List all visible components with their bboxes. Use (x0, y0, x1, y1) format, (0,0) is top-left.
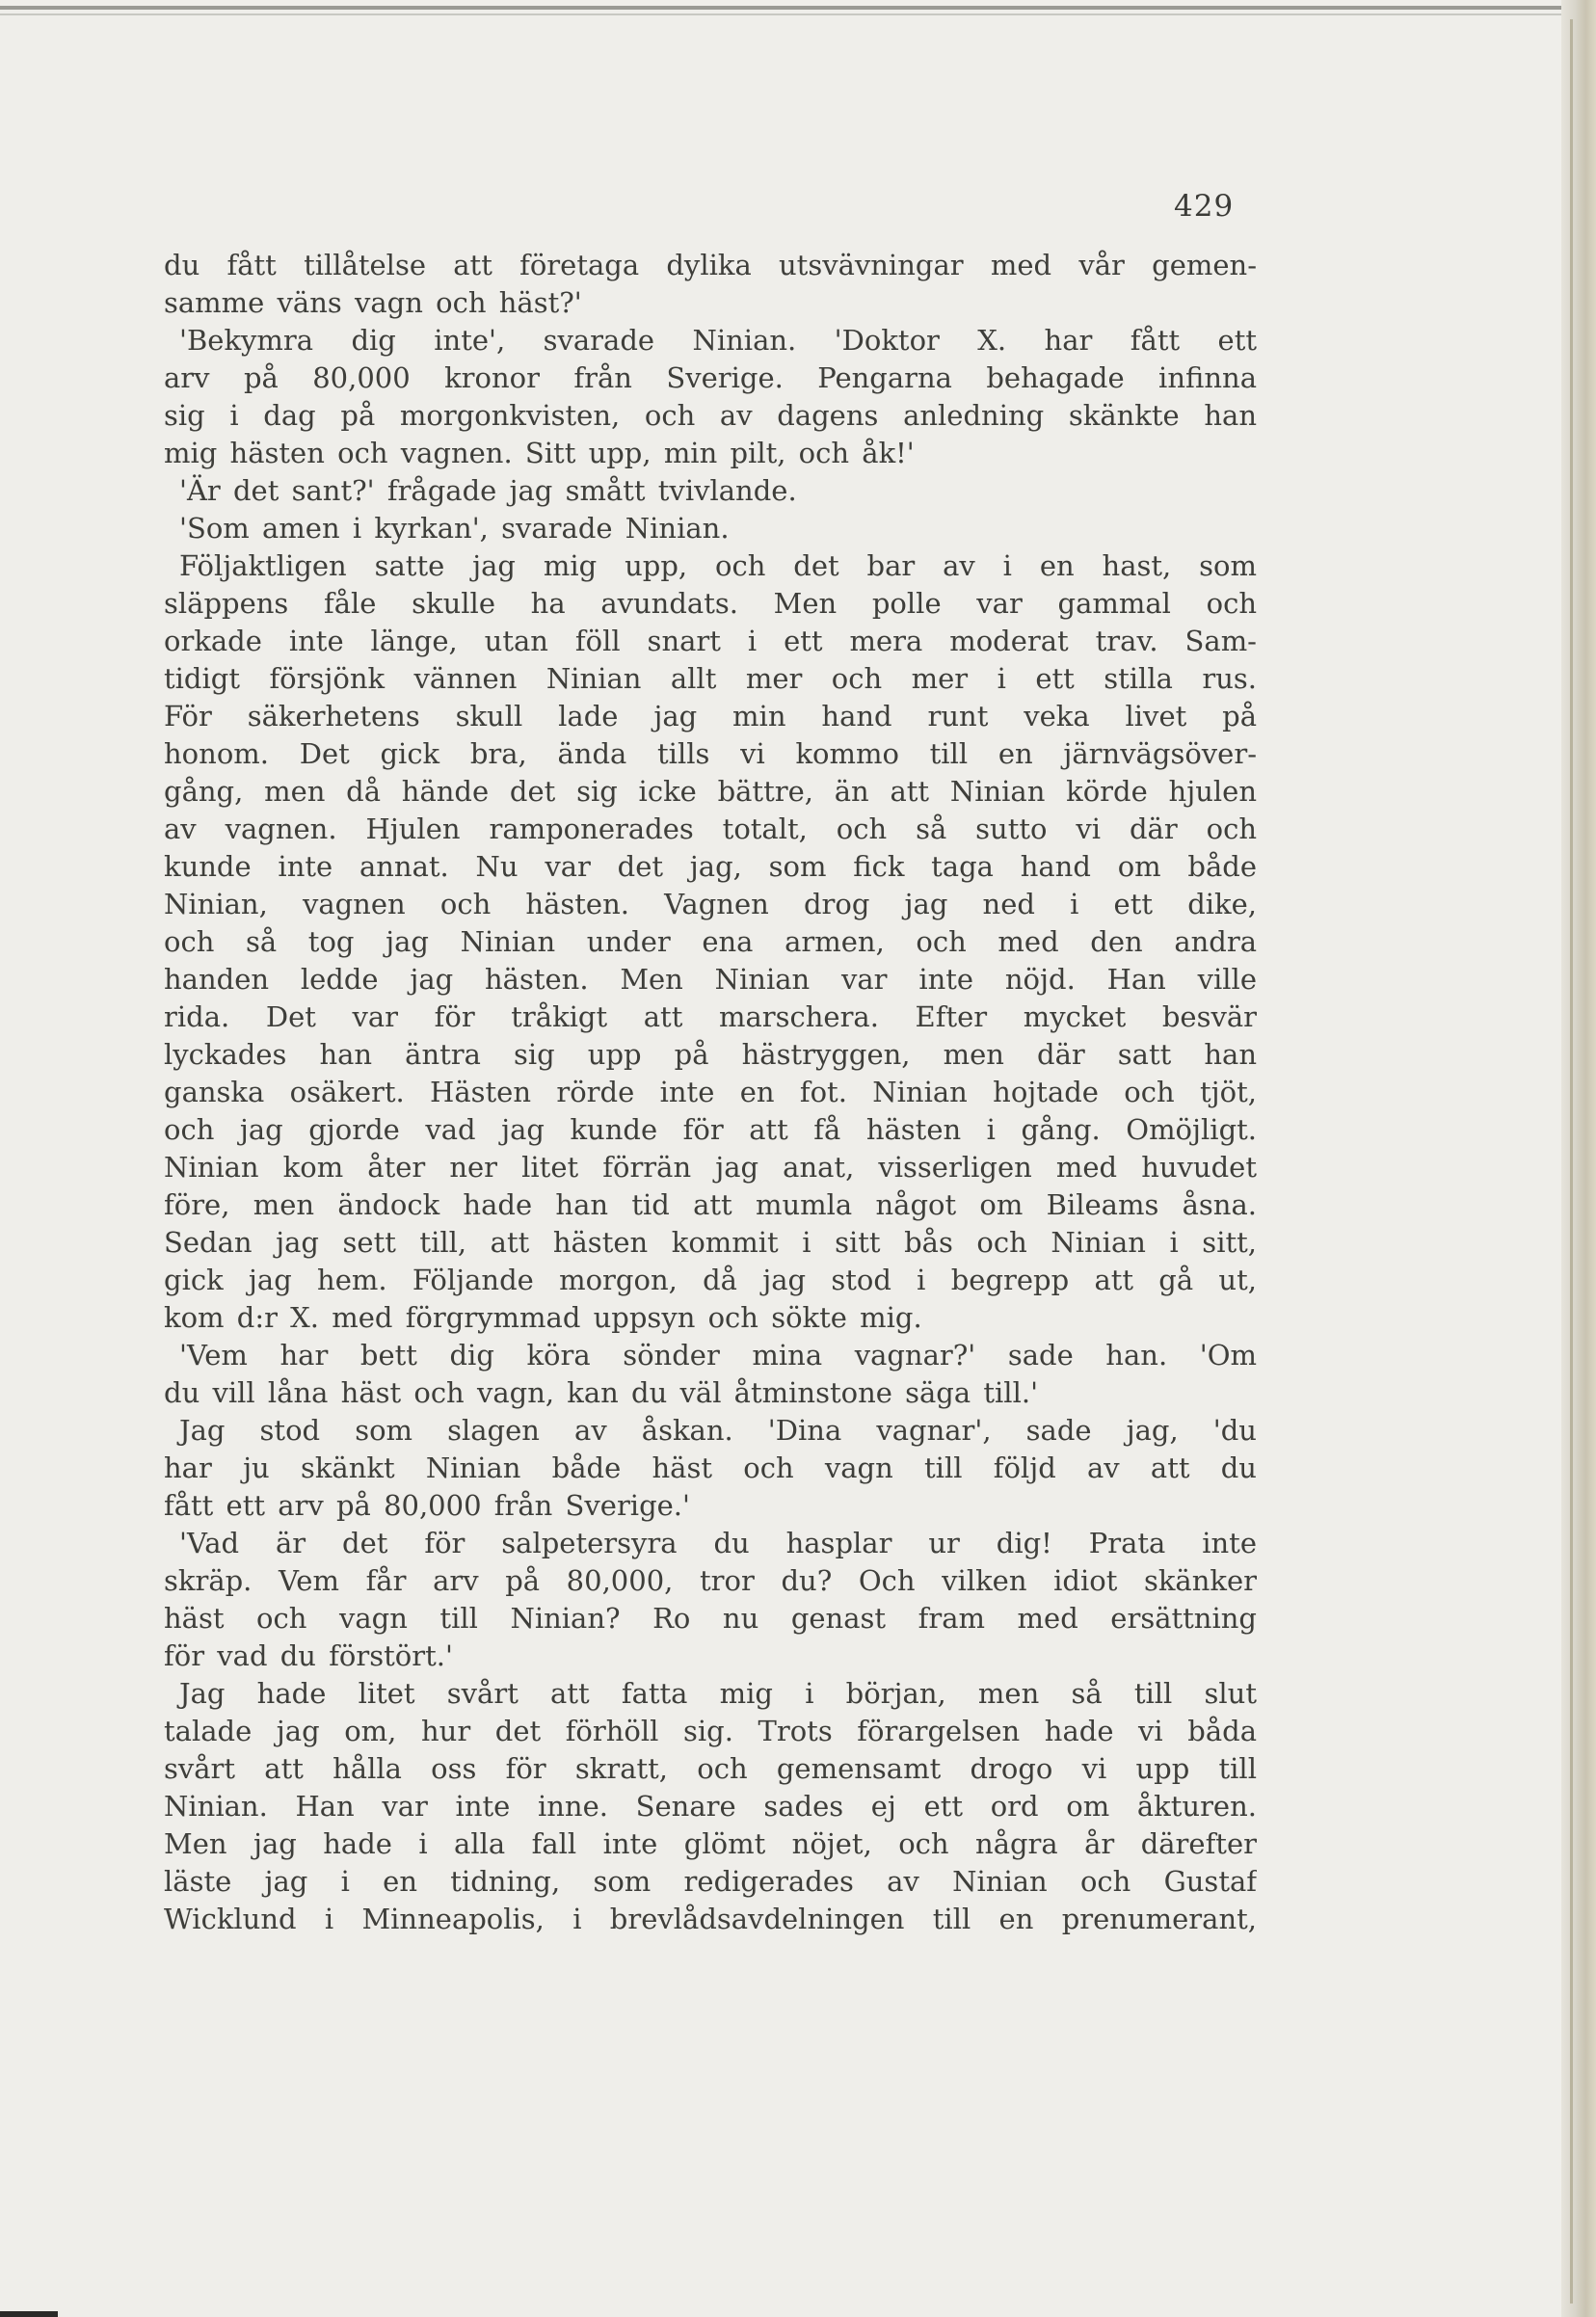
bottom-corner-mark (0, 2311, 58, 2317)
text-line: och så tog jag Ninian under ena armen, och med den andra (164, 925, 1257, 958)
text-line: Ninian, vagnen och hästen. Vagnen drog jag ned i ett dike, (164, 888, 1257, 920)
text-line: talade jag om, hur det förhöll sig. Trots förargelsen hade vi båda (164, 1715, 1257, 1747)
text-line: arv på 80,000 kronor från Sverige. Pengarna behagade infinna (164, 361, 1257, 394)
text-line: orkade inte länge, utan föll snart i ett mera moderat trav. Sam- (164, 625, 1257, 657)
text-line: du fått tillåtelse att företaga dylika utsvävningar med vår gemen- (164, 249, 1257, 281)
text-line: 'Vem har bett dig köra sönder mina vagnar?' sade han. 'Om (179, 1339, 1257, 1372)
text-line: tidigt försjönk vännen Ninian allt mer och mer i ett stilla rus. (164, 662, 1257, 695)
text-line: du vill låna häst och vagn, kan du väl åtminstone säga till.' (164, 1376, 1039, 1409)
text-line: gick jag hem. Följande morgon, då jag stod i begrepp att gå ut, (164, 1264, 1257, 1296)
text-line: 'Bekymra dig inte', svarade Ninian. 'Doktor X. har fått ett (179, 324, 1257, 357)
text-line: svårt att hålla oss för skratt, och gemensamt drogo vi upp till (164, 1752, 1257, 1785)
text-line: kom d:r X. med förgrymmad uppsyn och sökte mig. (164, 1301, 922, 1334)
text-line: mig hästen och vagnen. Sitt upp, min pilt, och åk!' (164, 437, 915, 469)
page-number: 429 (1174, 189, 1235, 224)
text-line: För säkerhetens skull lade jag min hand runt veka livet på (164, 700, 1257, 732)
text-line: Följaktligen satte jag mig upp, och det bar av i en hast, som (179, 549, 1257, 582)
text-line: Men jag hade i alla fall inte glömt nöjet, och några år därefter (164, 1827, 1257, 1860)
text-line: före, men ändock hade han tid att mumla något om Bileams åsna. (164, 1188, 1257, 1221)
text-line: Jag hade litet svårt att fatta mig i början, men så till slut (179, 1677, 1257, 1710)
text-line: kunde inte annat. Nu var det jag, som fick taga hand om både (164, 850, 1257, 883)
text-line: har ju skänkt Ninian både häst och vagn till följd av att du (164, 1451, 1257, 1484)
body-text (164, 247, 1257, 1938)
top-edge-rule (0, 6, 1571, 10)
page-spine-shadow (1561, 0, 1596, 2317)
text-line: 'Är det sant?' frågade jag smått tvivlande. (179, 474, 797, 507)
text-line: ganska osäkert. Hästen rörde inte en fot. Ninian hojtade och tjöt, (164, 1076, 1257, 1108)
text-line: av vagnen. Hjulen ramponerades totalt, och så sutto vi där och (164, 812, 1257, 845)
text-line: handen ledde jag hästen. Men Ninian var inte nöjd. Han ville (164, 963, 1257, 996)
text-line: Wicklund i Minneapolis, i brevlådsavdelningen till en prenumerant, (164, 1903, 1257, 1935)
text-line: honom. Det gick bra, ända tills vi kommo till en järnvägsöver- (164, 737, 1257, 770)
text-line: lyckades han äntra sig upp på hästryggen, men där satt han (164, 1038, 1257, 1071)
text-line: gång, men då hände det sig icke bättre, än att Ninian körde hjulen (164, 775, 1257, 808)
text-line: rida. Det var för tråkigt att marschera. Efter mycket besvär (164, 1000, 1257, 1033)
text-line: samme väns vagn och häst?' (164, 286, 582, 319)
text-line: Jag stod som slagen av åskan. 'Dina vagnar', sade jag, 'du (179, 1414, 1257, 1447)
page-spine-line (1570, 19, 1573, 2304)
text-line: Sedan jag sett till, att hästen kommit i sitt bås och Ninian i sitt, (164, 1226, 1257, 1259)
text-line: 'Vad är det för salpetersyra du hasplar ur dig! Prata inte (179, 1527, 1257, 1559)
text-line: Ninian. Han var inte inne. Senare sades ej ett ord om åkturen. (164, 1790, 1257, 1823)
text-line: Ninian kom åter ner litet förrän jag anat, visserligen med huvudet (164, 1151, 1257, 1184)
text-line: häst och vagn till Ninian? Ro nu genast fram med ersättning (164, 1602, 1257, 1635)
text-line: och jag gjorde vad jag kunde för att få hästen i gång. Omöjligt. (164, 1113, 1257, 1146)
text-line: för vad du förstört.' (164, 1639, 453, 1672)
top-edge-rule-secondary (0, 13, 1581, 15)
text-line: skräp. Vem får arv på 80,000, tror du? Och vilken idiot skänker (164, 1564, 1257, 1597)
text-line: läste jag i en tidning, som redigerades av Ninian och Gustaf (164, 1865, 1257, 1898)
text-line: fått ett arv på 80,000 från Sverige.' (164, 1489, 690, 1522)
text-line: sig i dag på morgonkvisten, och av dagens anledning skänkte han (164, 399, 1257, 432)
text-line: släppens fåle skulle ha avundats. Men polle var gammal och (164, 587, 1257, 620)
text-line: 'Som amen i kyrkan', svarade Ninian. (179, 512, 730, 545)
